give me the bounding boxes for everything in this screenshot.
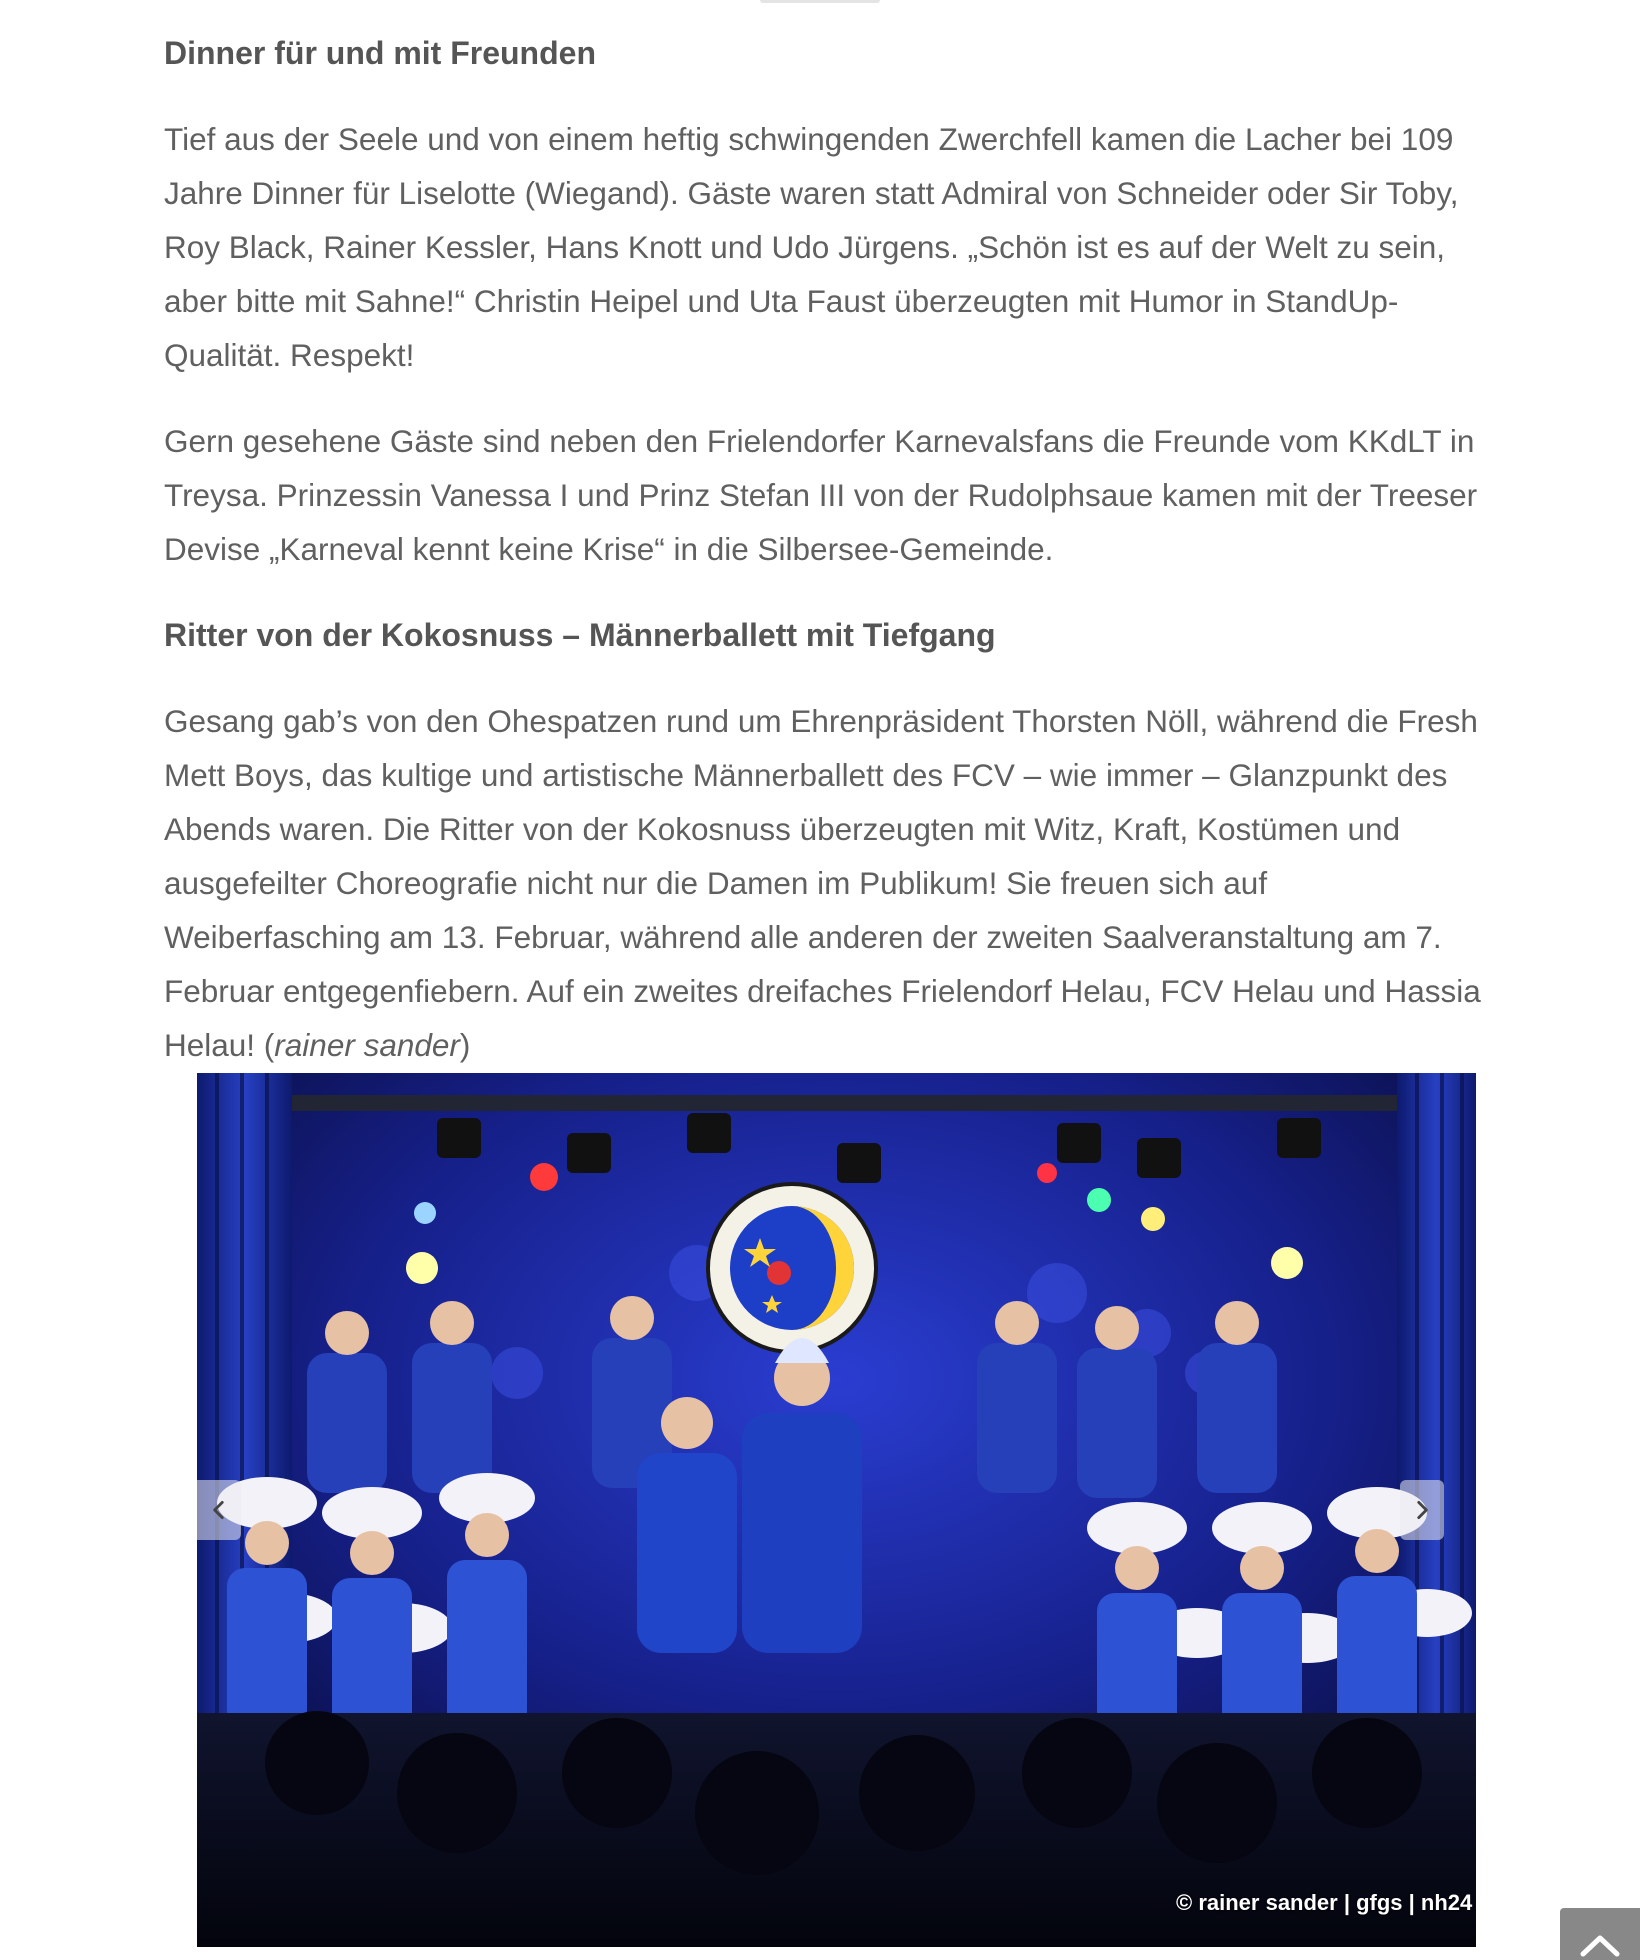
section-heading-dinner: Dinner für und mit Freunden: [164, 35, 596, 71]
gallery-next-button[interactable]: [1400, 1480, 1444, 1540]
chevron-right-icon: [1409, 1497, 1435, 1523]
paragraph-close: ): [459, 1027, 471, 1063]
author-name: rainer sander: [274, 1027, 460, 1063]
scroll-to-top-button[interactable]: [1560, 1908, 1640, 1960]
paragraph-guests: Gern gesehene Gäste sind neben den Frielendorfer Karnevalsfans die Freunde vom KKdLT in Treysa. Prinzessin Vanessa I und Prinz Stefan III von der Rudolphsaue kamen mit der Treeser Devise „Karneval kennt keine Krise“ in die Silbersee-Gemeinde.: [164, 423, 1478, 567]
photo-gallery: [197, 1073, 1476, 1947]
paragraph-maennerballett-text: Gesang gab’s von den Ohespatzen rund um Ehrenpräsident Thorsten Nöll, während die Fresh Mett Boys, das kultige und artistische Männerballett des FCV – wie immer – Glanzpunkt des Abends waren. Die Ritter von der Kokosnuss überzeugten mit Witz, Kraft, Kostümen und ausgefeilter Choreografie nicht nur die Damen im Publikum! Sie freuen sich auf Weiberfasching am 13. Februar, während alle anderen der zweiten Saalveranstaltung am 7. Februar entgegenfiebern. Auf ein zweites dreifaches Frielendorf Helau, FCV Helau und Hassia Helau! (: [164, 703, 1481, 1063]
stage-photo: [197, 1073, 1476, 1947]
section-heading-ritter: Ritter von der Kokosnuss – Männerballett mit Tiefgang: [164, 617, 996, 653]
photo-credit: © rainer sander | gfgs | nh24: [1176, 1890, 1473, 1915]
gallery-prev-button[interactable]: [197, 1480, 241, 1540]
fcv-logo: [708, 1184, 876, 1352]
chevron-left-icon: [206, 1497, 232, 1523]
article-body: [164, 26, 1484, 1072]
paragraph-maennerballett: [164, 694, 1484, 1072]
top-scroll-indicator: [760, 0, 880, 3]
chevron-up-icon: [1575, 1924, 1625, 1960]
paragraph-dinner: Tief aus der Seele und von einem heftig schwingenden Zwerchfell kamen die Lacher bei 109 Jahre Dinner für Liselotte (Wiegand). Gäste waren statt Admiral von Schneider oder Sir Toby, Roy Black, Rainer Kessler, Hans Knott und Udo Jürgens. „Schön ist es auf der Welt zu sein, aber bitte mit Sahne!“ Christin Heipel und Uta Faust überzeugten mit Humor in StandUp-Qualität. Respekt!: [164, 121, 1459, 373]
